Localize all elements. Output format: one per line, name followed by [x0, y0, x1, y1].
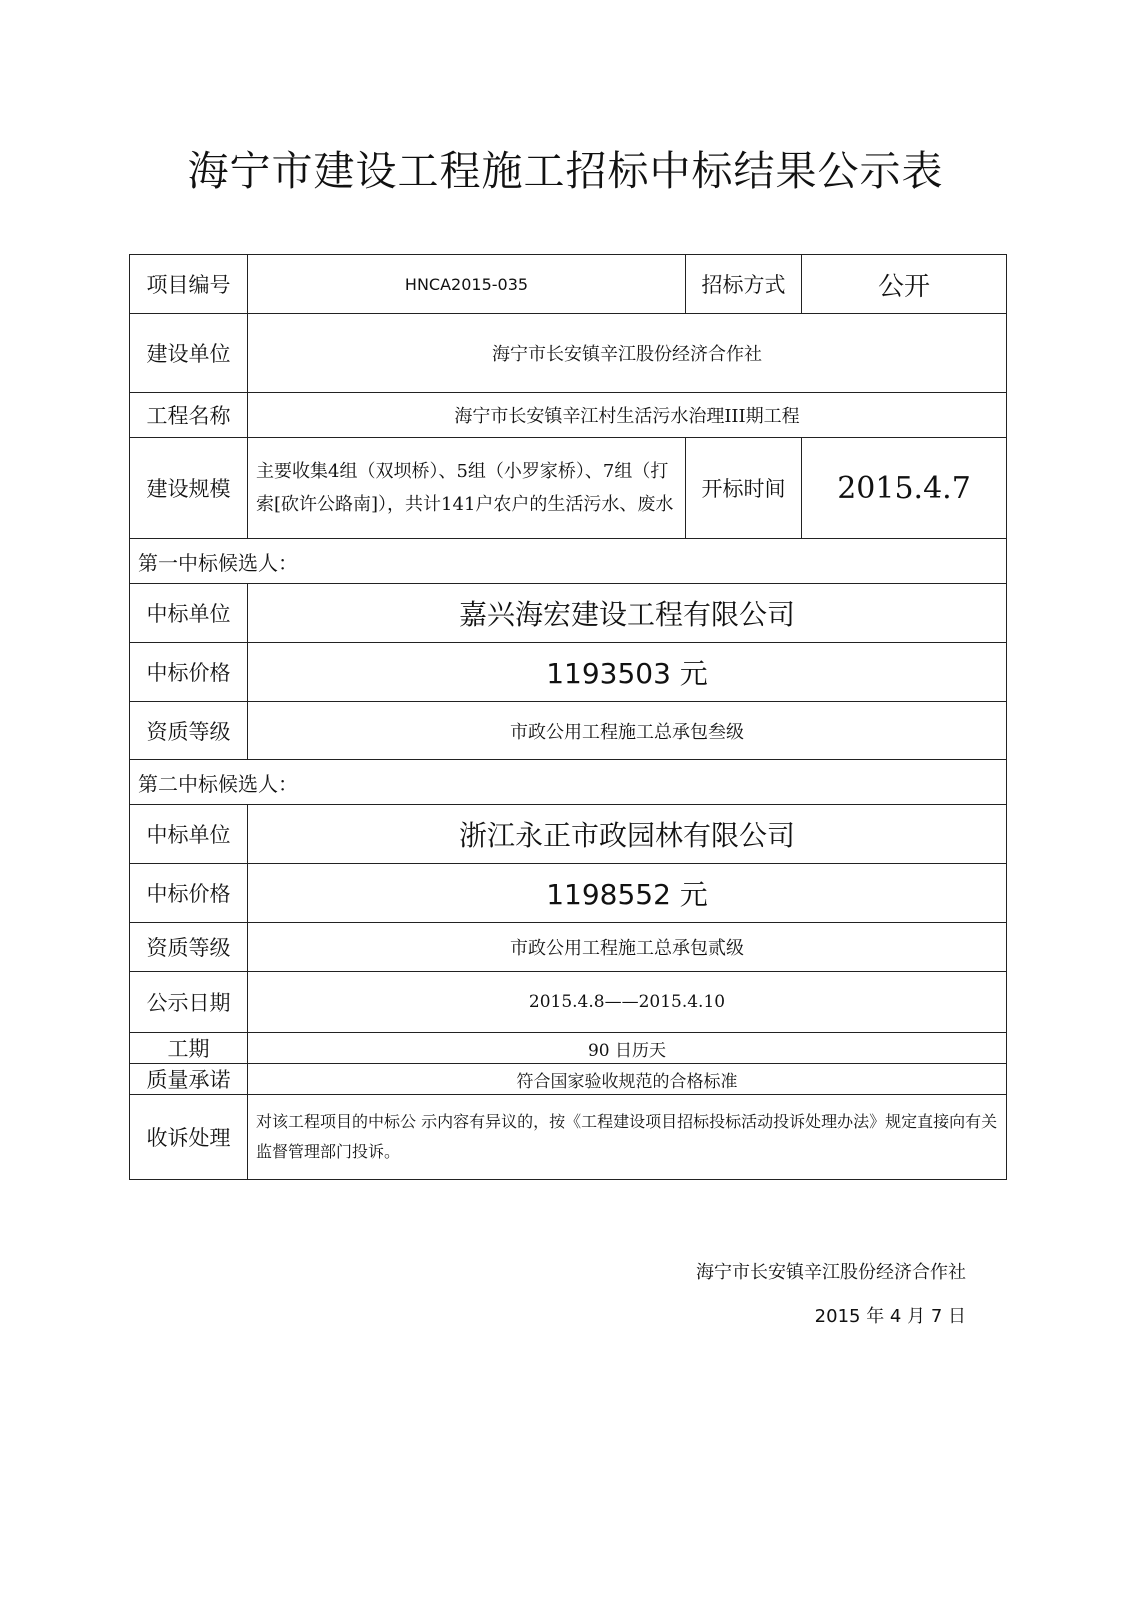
owner-label: 建设单位	[130, 314, 248, 393]
row-scale	[130, 438, 1007, 539]
open-time-value: 2015.4.7	[802, 438, 1007, 539]
second-price-label: 中标价格	[130, 864, 248, 923]
second-unit-label: 中标单位	[130, 805, 248, 864]
publicity-label: 公示日期	[130, 972, 248, 1033]
row-first-price	[130, 643, 1007, 702]
row-second-qual	[130, 923, 1007, 972]
row-first-qual	[130, 702, 1007, 760]
signature-date: 2015 年 4 月 7 日	[814, 1306, 966, 1327]
row-period	[130, 1033, 1007, 1064]
owner-value: 海宁市长安镇辛江股份经济合作社	[248, 314, 1007, 393]
row-second-heading	[130, 760, 1007, 805]
first-qual-value: 市政公用工程施工总承包叁级	[248, 702, 1007, 760]
project-code-label: 项目编号	[130, 255, 248, 314]
quality-value: 符合国家验收规范的合格标准	[248, 1064, 1007, 1095]
quality-label: 质量承诺	[130, 1064, 248, 1095]
row-first-unit	[130, 584, 1007, 643]
open-time-label: 开标时间	[686, 438, 802, 539]
row-publicity	[130, 972, 1007, 1033]
complaint-label: 收诉处理	[130, 1095, 248, 1180]
first-price-label: 中标价格	[130, 643, 248, 702]
row-quality	[130, 1064, 1007, 1095]
period-label: 工期	[130, 1033, 248, 1064]
second-qual-value: 市政公用工程施工总承包贰级	[248, 923, 1007, 972]
second-unit-value: 浙江永正市政园林有限公司	[248, 805, 1007, 864]
row-complaint	[130, 1095, 1007, 1180]
project-name-label: 工程名称	[130, 393, 248, 438]
project-name-value: 海宁市长安镇辛江村生活污水治理III期工程	[248, 393, 1007, 438]
first-price-value: 1193503 元	[248, 643, 1007, 702]
page-title: 海宁市建设工程施工招标中标结果公示表	[187, 147, 944, 195]
project-code-value: HNCA2015-035	[248, 255, 686, 314]
row-second-unit	[130, 805, 1007, 864]
second-price-value: 1198552 元	[248, 864, 1007, 923]
row-first-heading	[130, 539, 1007, 584]
row-owner	[130, 314, 1007, 393]
result-table	[129, 254, 1007, 1180]
scale-label: 建设规模	[130, 438, 248, 539]
second-candidate-heading: 第二中标候选人：	[130, 760, 1007, 805]
period-value: 90 日历天	[248, 1033, 1007, 1064]
row-project-code	[130, 255, 1007, 314]
scale-value: 主要收集4组（双坝桥）、5组（小罗家桥）、7组（打索[砍许公路南]），共计141户农户的生活污水、废水	[248, 438, 686, 539]
complaint-value: 对该工程项目的中标公 示内容有异议的，按《工程建设项目招标投标活动投诉处理办法》规定直接向有关监督管理部门投诉。	[248, 1095, 1007, 1180]
first-unit-label: 中标单位	[130, 584, 248, 643]
tender-method-label: 招标方式	[686, 255, 802, 314]
row-project-name	[130, 393, 1007, 438]
signature-org: 海宁市长安镇辛江股份经济合作社	[696, 1262, 966, 1283]
first-unit-value: 嘉兴海宏建设工程有限公司	[248, 584, 1007, 643]
publicity-value: 2015.4.8——2015.4.10	[248, 972, 1007, 1033]
first-candidate-heading: 第一中标候选人：	[130, 539, 1007, 584]
row-second-price	[130, 864, 1007, 923]
first-qual-label: 资质等级	[130, 702, 248, 760]
second-qual-label: 资质等级	[130, 923, 248, 972]
tender-method-value: 公开	[802, 255, 1007, 314]
